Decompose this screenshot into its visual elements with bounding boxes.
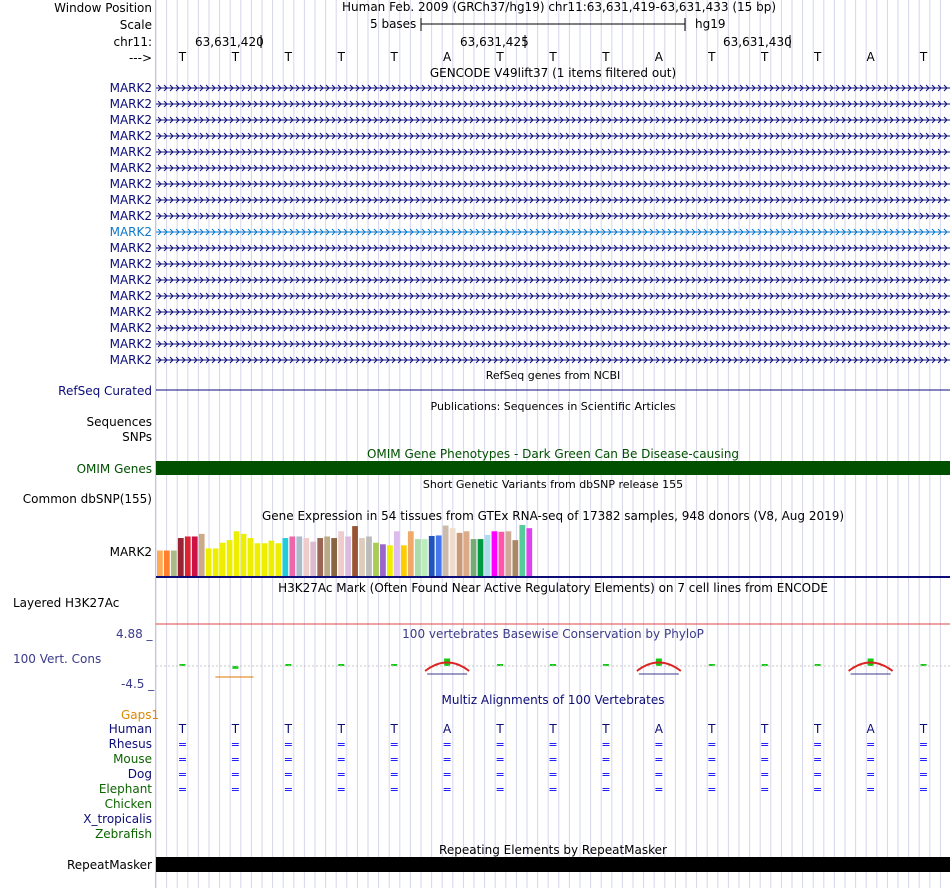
gtex-tissue-bar	[296, 536, 302, 576]
sequence-base: T	[549, 50, 557, 64]
alignment-match: =	[442, 783, 452, 796]
gencode-transcript-label[interactable]: MARK2	[109, 337, 152, 351]
chromosome-label: chr11:	[113, 35, 152, 49]
omim-track-title[interactable]: OMIM Gene Phenotypes - Dark Green Can Be Disease-causing	[366, 447, 740, 461]
human-alignment-base: T	[496, 722, 504, 736]
gtex-tissue-bar	[394, 531, 400, 576]
gtex-tissue-bar	[317, 538, 323, 576]
gtex-tissue-bar	[436, 535, 442, 576]
gencode-transcript-label[interactable]: MARK2	[109, 353, 152, 367]
species-label[interactable]: Mouse	[113, 752, 152, 766]
alignment-match: =	[760, 783, 770, 796]
gtex-tissue-bar	[255, 543, 261, 576]
gtex-tissue-bar	[171, 551, 177, 576]
gtex-tissue-bar	[422, 539, 428, 576]
alignment-match: =	[177, 753, 188, 766]
database-text: hg19	[695, 17, 726, 31]
gtex-tissue-bar	[282, 538, 288, 576]
gtex-tissue-bar	[485, 535, 491, 576]
gtex-tissue-bar	[164, 551, 170, 576]
sequence-base: T	[813, 50, 822, 64]
alignment-match: =	[230, 753, 240, 766]
sequence-base: T	[496, 50, 504, 64]
gtex-tissue-bar	[352, 526, 358, 576]
h3k27ac-track-title[interactable]: H3K27Ac Mark (Often Found Near Active Regulatory Elements) on 7 cell lines from ENCODE	[278, 581, 828, 595]
alignment-match: =	[442, 768, 452, 781]
gaps-value: 1	[151, 708, 160, 722]
alignment-match: =	[230, 768, 240, 781]
alignment-match: =	[495, 768, 505, 781]
species-label[interactable]: X_tropicalis	[83, 812, 152, 826]
gtex-tissue-bar	[185, 536, 191, 576]
human-alignment-base: A	[443, 722, 452, 736]
alignment-match: =	[548, 783, 558, 796]
sequence-base: T	[919, 50, 928, 64]
alignment-match: =	[336, 768, 346, 781]
gtex-tissue-bar	[506, 531, 512, 576]
gtex-tissue-bar	[478, 539, 484, 576]
human-alignment-base: T	[919, 722, 928, 736]
alignment-match: =	[760, 768, 770, 781]
gtex-tissue-bar	[526, 528, 532, 576]
omim-track-label[interactable]: OMIM Genes	[76, 462, 152, 476]
scale-label: Scale	[119, 18, 152, 32]
gtex-tissue-bar	[331, 538, 337, 576]
alignment-match: =	[230, 783, 240, 796]
species-label[interactable]: Chicken	[104, 797, 152, 811]
gtex-tissue-bar	[275, 543, 281, 576]
gtex-tissue-bar	[464, 531, 470, 576]
alignment-match: =	[760, 738, 770, 751]
gtex-tissue-bar	[303, 538, 309, 576]
refseq-track-title[interactable]: RefSeq genes from NCBI	[485, 369, 621, 382]
alignment-match: =	[442, 753, 452, 766]
gtex-tissue-bar	[338, 531, 344, 576]
alignment-match: =	[283, 738, 293, 751]
gencode-transcript-label[interactable]: MARK2	[109, 161, 152, 175]
scale-text: 5 bases	[370, 17, 417, 31]
alignment-match: =	[918, 783, 929, 796]
alignment-match: =	[177, 738, 188, 751]
human-alignment-base: T	[337, 722, 345, 736]
alignment-match: =	[654, 753, 664, 766]
alignment-match: =	[865, 738, 876, 751]
alignment-match: =	[654, 783, 664, 796]
gencode-transcript-label[interactable]: MARK2	[109, 177, 152, 191]
coordinate-label: 63,631,430	[723, 35, 792, 49]
gtex-tissue-bar	[269, 541, 275, 576]
h3k27ac-track-label[interactable]: Layered H3K27Ac	[13, 596, 120, 610]
repeatmasker-track-title[interactable]: Repeating Elements by RepeatMasker	[439, 843, 667, 857]
alignment-match: =	[654, 738, 664, 751]
sequence-base: T	[178, 50, 187, 64]
alignment-match: =	[548, 738, 558, 751]
coordinate-label: 63,631,425	[460, 35, 529, 49]
phylop-track-title[interactable]: 100 vertebrates Basewise Conservation by PhyloP	[402, 627, 704, 641]
alignment-match: =	[813, 783, 823, 796]
alignment-match: =	[336, 738, 346, 751]
sequence-base: A	[866, 50, 875, 64]
alignment-match: =	[389, 738, 399, 751]
sequence-base: T	[390, 50, 398, 64]
gtex-tissue-bar	[492, 531, 498, 576]
gencode-transcript-label[interactable]: MARK2	[109, 113, 152, 127]
alignment-match: =	[865, 783, 876, 796]
publications-label-sequences[interactable]: Sequences	[86, 415, 152, 429]
alignment-match: =	[918, 768, 929, 781]
gtex-tissue-bar	[373, 543, 379, 576]
human-alignment-base: T	[390, 722, 398, 736]
multiz-track-title[interactable]: Multiz Alignments of 100 Vertebrates	[441, 693, 665, 707]
gencode-track-title[interactable]: GENCODE V49lift37 (1 items filtered out)	[429, 66, 677, 80]
alignment-match: =	[177, 768, 188, 781]
gencode-transcript-label[interactable]: MARK2	[109, 305, 152, 319]
gtex-tissue-bar	[499, 532, 505, 576]
sequence-base: T	[708, 50, 716, 64]
gencode-transcript-label[interactable]: MARK2	[109, 241, 152, 255]
gtex-tissue-bar	[262, 543, 268, 576]
alignment-match: =	[918, 738, 929, 751]
alignment-match: =	[601, 738, 611, 751]
alignment-match: =	[707, 783, 717, 796]
sequence-base: A	[443, 50, 452, 64]
gencode-transcript-label[interactable]: MARK2	[109, 273, 152, 287]
alignment-match: =	[865, 768, 876, 781]
gtex-track-label[interactable]: MARK2	[109, 545, 152, 559]
gtex-tissue-bar	[157, 551, 163, 576]
gencode-transcript-label[interactable]: MARK2	[109, 145, 152, 159]
alignment-match: =	[389, 768, 399, 781]
gtex-tissue-bar	[234, 531, 240, 576]
gtex-tissue-bar	[248, 538, 254, 576]
dbsnp-track-label[interactable]: Common dbSNP(155)	[22, 492, 152, 506]
gtex-tissue-bar	[415, 539, 421, 576]
sequence-base: T	[231, 50, 240, 64]
gaps-label: Gaps1	[121, 708, 160, 722]
alignment-match: =	[495, 783, 505, 796]
human-alignment-base: T	[549, 722, 557, 736]
alignment-match: =	[813, 768, 823, 781]
alignment-match: =	[865, 753, 876, 766]
alignment-match: =	[283, 753, 293, 766]
alignment-match: =	[548, 768, 558, 781]
alignment-match: =	[760, 753, 770, 766]
publications-track-title[interactable]: Publications: Sequences in Scientific Articles	[430, 400, 676, 413]
phylop-min-label: -4.5 _	[121, 677, 155, 691]
species-label[interactable]: Elephant	[98, 782, 152, 796]
sequence-base: T	[761, 50, 769, 64]
alignment-match: =	[813, 738, 823, 751]
gtex-tissue-bar	[471, 539, 477, 576]
gtex-tissue-bar	[429, 536, 435, 576]
coordinate-label: 63,631,420	[195, 35, 264, 49]
gtex-tissue-bar	[519, 525, 525, 576]
species-label[interactable]: Rhesus	[108, 737, 152, 751]
human-alignment-base: T	[284, 722, 292, 736]
alignment-match: =	[601, 753, 611, 766]
gencode-transcript-label[interactable]: MARK2	[109, 289, 152, 303]
species-label[interactable]: Dog	[127, 767, 152, 781]
alignment-match: =	[283, 783, 293, 796]
gtex-tissue-bar	[359, 538, 365, 576]
gtex-tissue-bar	[289, 536, 295, 576]
alignment-match: =	[283, 768, 293, 781]
alignment-match: =	[918, 753, 929, 766]
gencode-transcript-label[interactable]: MARK2	[109, 81, 152, 95]
human-alignment-base: A	[866, 722, 875, 736]
gtex-tissue-bar	[178, 538, 184, 576]
repeatmasker-bar	[156, 857, 950, 872]
gtex-tissue-bar	[345, 536, 351, 576]
sequence-base: T	[284, 50, 292, 64]
gencode-transcript-label[interactable]: MARK2	[109, 225, 152, 239]
phylop-max-label: 4.88 _	[116, 627, 153, 641]
gencode-transcript-label[interactable]: MARK2	[109, 129, 152, 143]
alignment-match: =	[495, 753, 505, 766]
alignment-match: =	[707, 768, 717, 781]
gtex-tissue-bar	[380, 544, 386, 576]
human-alignment-base: T	[813, 722, 822, 736]
omim-phenotype-bar	[156, 461, 950, 475]
gtex-tissue-bar	[450, 528, 456, 576]
species-label[interactable]: Zebrafish	[95, 827, 152, 841]
gtex-tissue-bar	[457, 533, 463, 576]
gtex-tissue-bar	[408, 531, 414, 576]
gencode-transcript-label[interactable]: MARK2	[109, 97, 152, 111]
alignment-match: =	[389, 753, 399, 766]
dbsnp-track-title[interactable]: Short Genetic Variants from dbSNP release 155	[422, 478, 684, 491]
gtex-tissue-bar	[443, 526, 449, 576]
human-alignment-base: T	[602, 722, 610, 736]
gtex-tissue-bar	[227, 540, 233, 576]
species-label[interactable]: Human	[108, 722, 152, 736]
alignment-match: =	[601, 768, 611, 781]
gtex-tissue-bar	[199, 534, 205, 576]
alignment-match: =	[230, 738, 240, 751]
sequence-base: A	[654, 50, 663, 64]
alignment-match: =	[601, 783, 611, 796]
gtex-tissue-bar	[512, 540, 518, 576]
alignment-match: =	[336, 753, 346, 766]
gtex-tissue-bar	[387, 545, 393, 576]
window-position-label: Window Position	[54, 1, 152, 15]
alignment-match: =	[442, 738, 452, 751]
gtex-tissue-bar	[213, 548, 219, 576]
gencode-transcript-label[interactable]: MARK2	[109, 193, 152, 207]
alignment-match: =	[654, 768, 664, 781]
gencode-transcript-label[interactable]: MARK2	[109, 257, 152, 271]
alignment-match: =	[548, 753, 558, 766]
gtex-tissue-bar	[310, 542, 316, 576]
gtex-tissue-bar	[241, 534, 247, 576]
gtex-tissue-bar	[206, 548, 212, 576]
alignment-match: =	[177, 783, 188, 796]
publications-label-snps: SNPs	[122, 430, 152, 444]
human-alignment-base: A	[654, 722, 663, 736]
strand-arrow-label: --->	[128, 51, 152, 65]
gtex-tissue-bar	[366, 536, 372, 576]
alignment-match: =	[813, 753, 823, 766]
alignment-match: =	[707, 753, 717, 766]
gtex-tissue-bar	[220, 543, 226, 576]
gtex-tissue-bar	[401, 545, 407, 576]
gencode-transcript-label[interactable]: MARK2	[109, 321, 152, 335]
gtex-track-title[interactable]: Gene Expression in 54 tissues from GTEx RNA-seq of 17382 samples, 948 donors (V8, Aug 2019)	[261, 509, 845, 523]
alignment-match: =	[707, 738, 717, 751]
human-alignment-base: T	[761, 722, 769, 736]
phylop-track-label[interactable]: 100 Vert. Cons	[13, 652, 102, 666]
alignment-match: =	[336, 783, 346, 796]
refseq-track-label[interactable]: RefSeq Curated	[58, 384, 152, 398]
gencode-transcript-label[interactable]: MARK2	[109, 209, 152, 223]
repeatmasker-track-label[interactable]: RepeatMasker	[66, 858, 152, 872]
human-alignment-base: T	[231, 722, 240, 736]
human-alignment-base: T	[708, 722, 716, 736]
gtex-tissue-bar	[324, 536, 330, 576]
human-alignment-base: T	[178, 722, 187, 736]
sequence-base: T	[602, 50, 610, 64]
alignment-match: =	[389, 783, 399, 796]
sequence-base: T	[337, 50, 345, 64]
assembly-position-text: Human Feb. 2009 (GRCh37/hg19) chr11:63,631,419-63,631,433 (15 bp)	[342, 0, 777, 14]
gtex-tissue-bar	[192, 536, 198, 576]
alignment-match: =	[495, 738, 505, 751]
